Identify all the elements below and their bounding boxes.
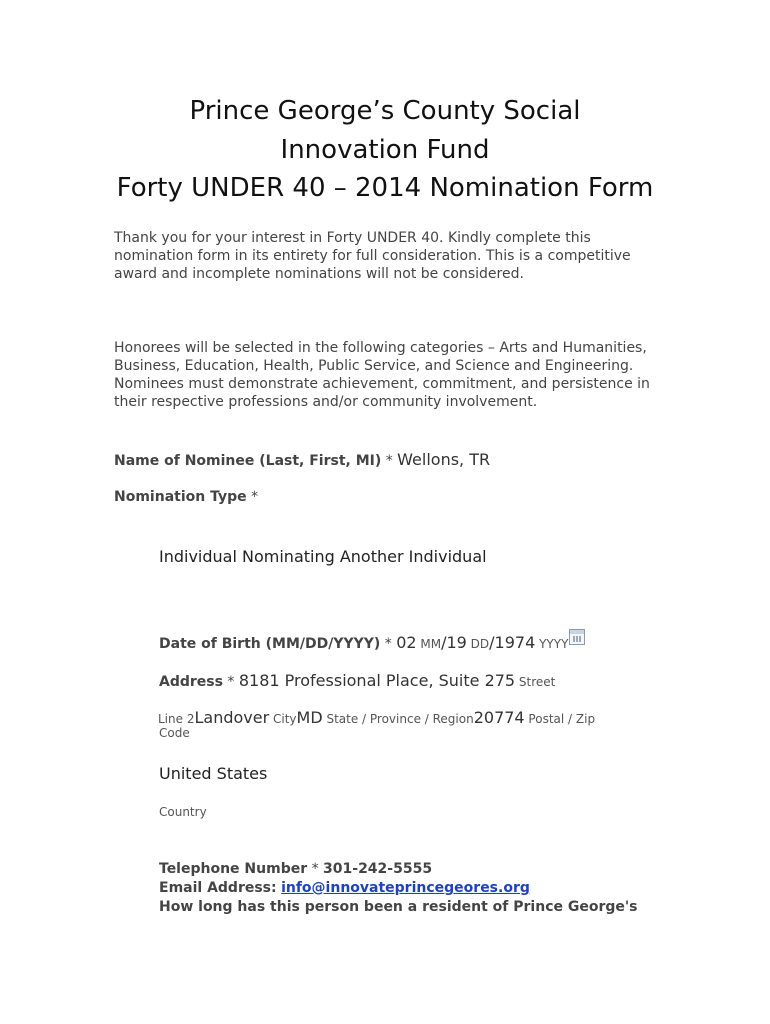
address-line2-label: Line 2: [158, 712, 195, 726]
nominee-value[interactable]: Wellons, TR: [397, 450, 491, 469]
dob-year-value[interactable]: /1974: [489, 633, 536, 652]
email-link[interactable]: info@innovateprincegeores.org: [281, 880, 530, 896]
calendar-icon[interactable]: [569, 629, 585, 645]
telephone-value[interactable]: 301-242-5555: [323, 861, 433, 877]
telephone-label: Telephone Number: [159, 861, 308, 877]
address-state-label: State / Province / Region: [322, 712, 474, 726]
dob-month-value[interactable]: 02: [396, 633, 417, 652]
address-street-value[interactable]: 8181 Professional Place, Suite 275: [238, 671, 516, 690]
residency-question: How long has this person been a resident of Prince George's: [159, 899, 638, 915]
address-street-label: Street: [515, 675, 556, 689]
categories-paragraph: Honorees will be selected in the following categories – Arts and Humanities, Business, Education, Health, Public Service, and Science and Engineering. Nominees must demonstrate achievement, commitment, and persistence in their respective professions and/or community involvement.: [114, 340, 650, 410]
nomination-type-label: Nomination Type: [114, 489, 247, 505]
page-title-line-1: Prince George’s County Social: [189, 96, 581, 126]
required-marker: *: [307, 861, 324, 877]
address-state-value[interactable]: MD: [296, 708, 323, 727]
required-marker: *: [246, 489, 259, 505]
address-city-value[interactable]: Landover: [194, 708, 270, 727]
intro-paragraph: Thank you for your interest in Forty UNDER 40. Kindly complete this nomination form in its entirety for full consideration. This is a competitive award and incomplete nominations will not be considered.: [114, 230, 631, 282]
required-marker: *: [380, 636, 397, 652]
page-title-line-2: Innovation Fund: [280, 135, 490, 165]
required-marker: *: [222, 674, 239, 690]
address-country-value[interactable]: United States: [159, 764, 268, 783]
email-label: Email Address:: [159, 880, 277, 896]
dob-label: Date of Birth (MM/DD/YYYY): [159, 636, 381, 652]
address-city-label: City: [269, 712, 297, 726]
address-field: [159, 671, 555, 690]
nomination-type-field: [114, 489, 258, 505]
dob-year-label: YYYY: [535, 637, 569, 651]
page-title-line-3: Forty UNDER 40 – 2014 Nomination Form: [116, 173, 654, 203]
address-label: Address: [159, 674, 223, 690]
address-zip-code-label: Code: [159, 726, 190, 740]
nomination-type-value[interactable]: Individual Nominating Another Individual: [159, 547, 487, 566]
dob-day-value[interactable]: /19: [441, 633, 467, 652]
address-zip-value[interactable]: 20774: [473, 708, 525, 727]
address-country-label: Country: [159, 805, 207, 819]
email-field: [159, 880, 530, 896]
address-line-2-row: [158, 708, 595, 727]
address-zip-label: Postal / Zip: [524, 712, 596, 726]
nominee-label: Name of Nominee (Last, First, MI): [114, 453, 382, 469]
telephone-field: [159, 861, 432, 877]
required-marker: *: [381, 453, 398, 469]
dob-day-label: DD: [466, 637, 490, 651]
dob-month-label: MM: [416, 637, 442, 651]
nominee-field: [114, 450, 490, 469]
dob-field: [159, 629, 585, 652]
